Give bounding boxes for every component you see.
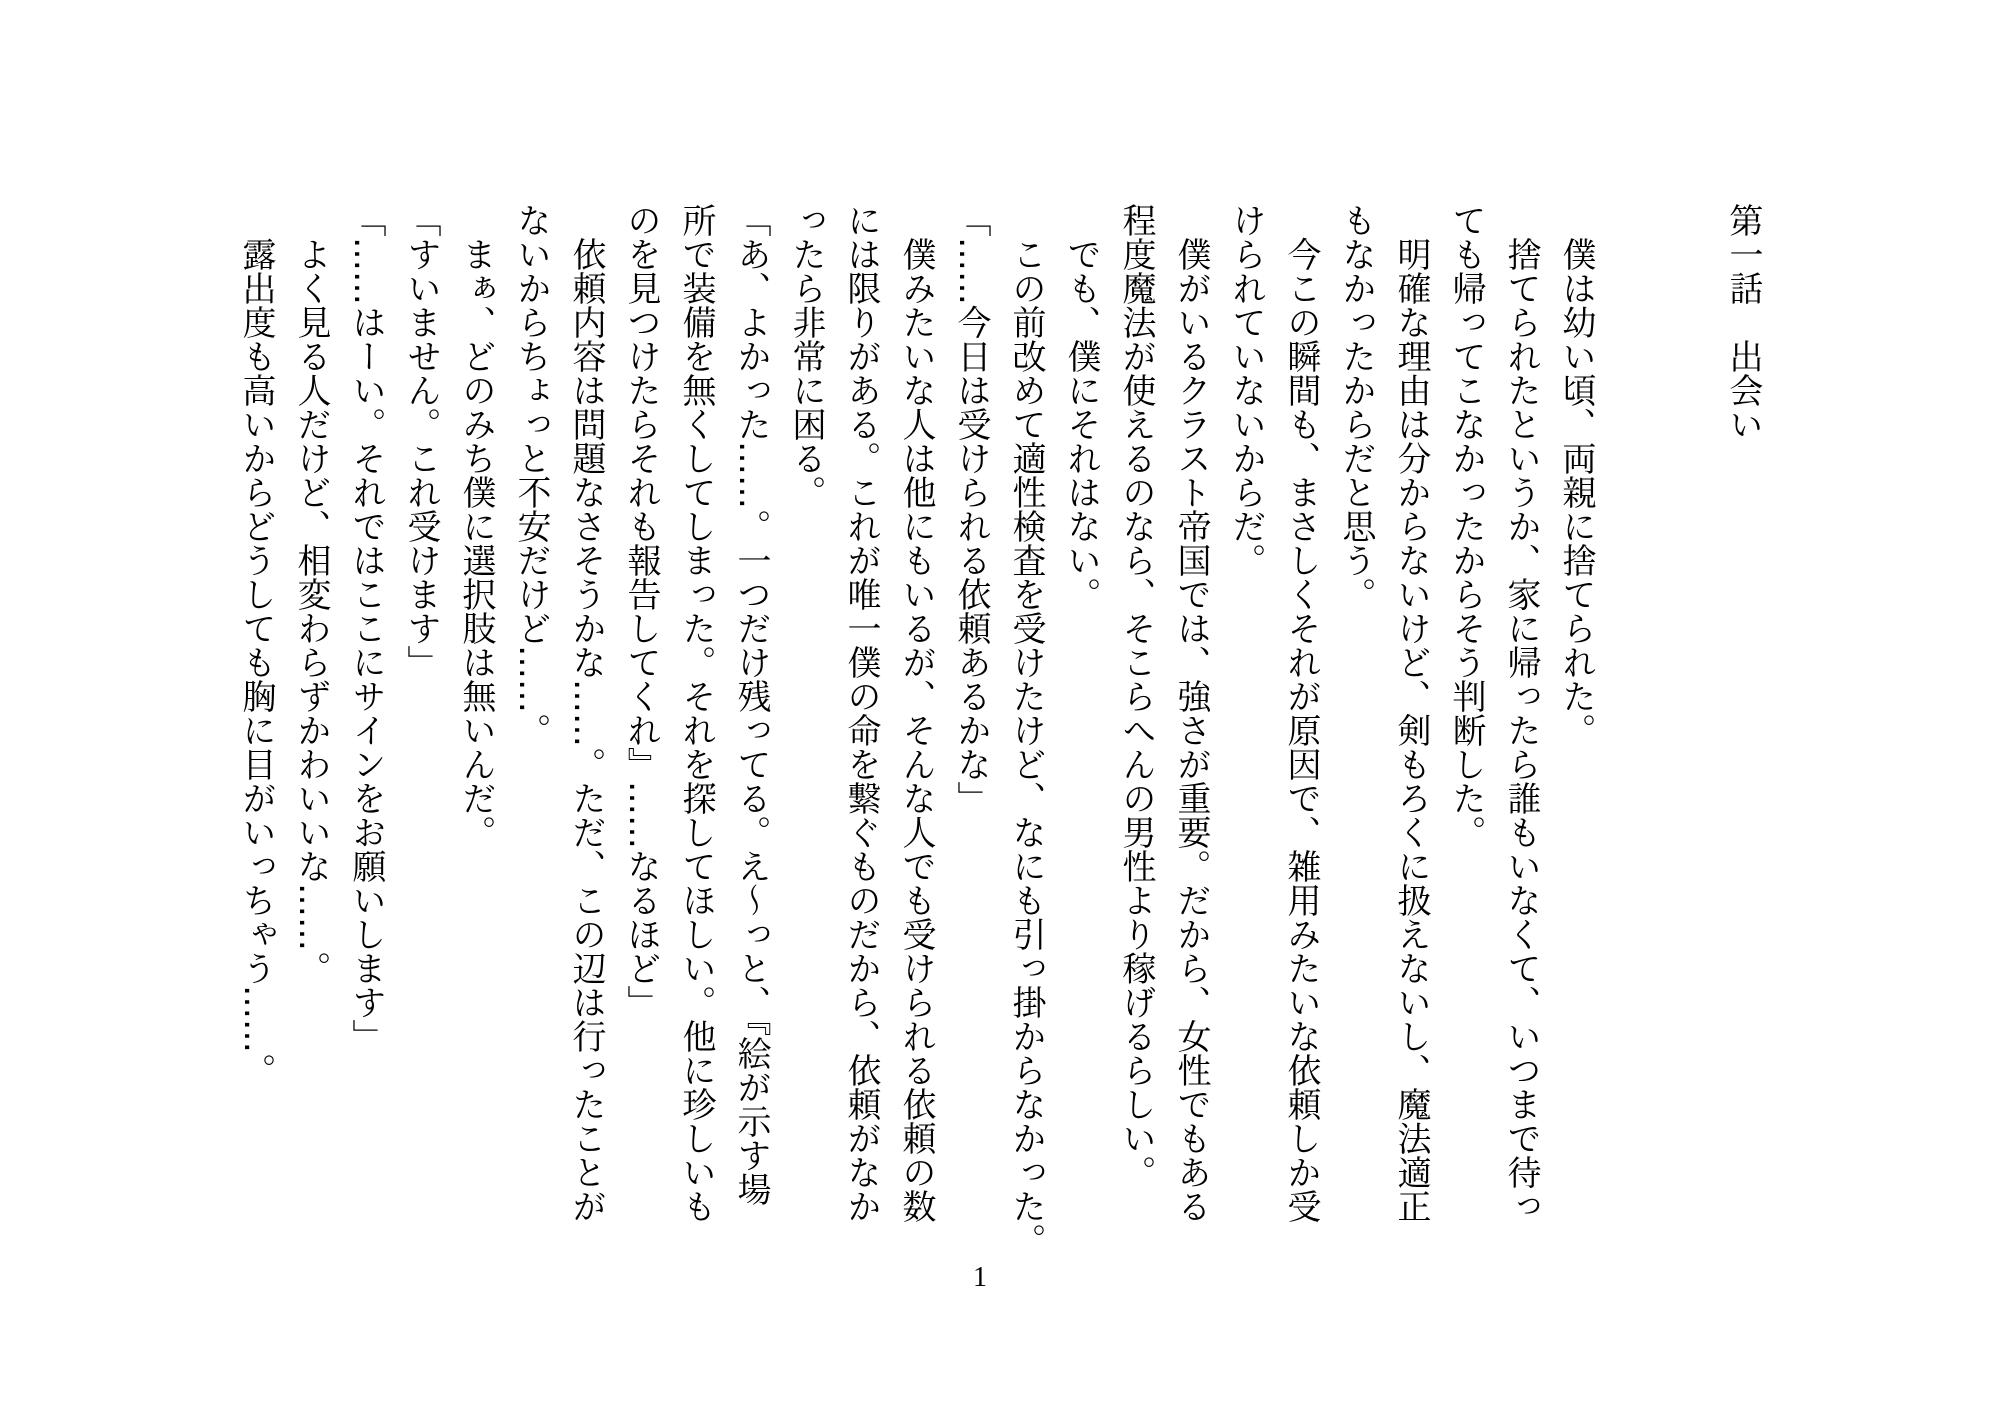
chapter-title: 第一話 出会い — [1723, 203, 1763, 441]
body-line: 今この瞬間も、まさしくそれが原因で、雑用みたいな依頼しか受 — [1281, 203, 1321, 1223]
body-line: 僕がいるクラスト帝国では、強さが重要。だから、女性でもある — [1171, 203, 1211, 1223]
body-line: この前改めて適性検査を受けたけど、なにも引っ掛からなかった。 — [1006, 203, 1046, 1257]
body-line: ないからちょっと不安だけど……。 — [511, 203, 551, 747]
body-line: まぁ、どのみち僕に選択肢は無いんだ。 — [456, 203, 496, 849]
body-line: 「……今日は受けられる依頼あるかな」 — [951, 203, 991, 815]
page-number: 1 — [973, 1262, 987, 1293]
body-line: もなかったからだと思う。 — [1336, 203, 1376, 611]
body-line: でも、僕にそれはない。 — [1061, 203, 1101, 611]
body-line: 僕みたいな人は他にもいるが、そんな人でも受けられる依頼の数 — [896, 203, 936, 1223]
body-line: 依頼内容は問題なさそうかな……。ただ、この辺は行ったことが — [566, 203, 606, 1223]
body-line: ても帰ってこなかったからそう判断した。 — [1446, 203, 1486, 849]
body-line: 明確な理由は分からないけど、剣もろくに扱えないし、魔法適正 — [1391, 203, 1431, 1223]
body-line: よく見る人だけど、相変わらずかわいいな……。 — [291, 203, 331, 985]
vertical-text-block — [228, 203, 1770, 1343]
body-line: ったら非常に困る。 — [786, 203, 826, 509]
body-line: 「あ、よかった……。一つだけ残ってる。え～っと、『絵が示す場 — [731, 203, 771, 1206]
body-line: けられていないからだ。 — [1226, 203, 1266, 577]
body-line: 捨てられたというか、家に帰ったら誰もいなくて、いつまで待っ — [1501, 203, 1541, 1223]
body-line: 所で装備を無くしてしまった。それを探してほしい。他に珍しいも — [676, 203, 716, 1223]
body-line: 「すいません。これ受けます」 — [401, 203, 441, 679]
body-line: 程度魔法が使えるのなら、そこらへんの男性より稼げるらしい。 — [1116, 203, 1156, 1189]
body-line: 僕は幼い頃、両親に捨てられた。 — [1556, 203, 1596, 747]
body-line: には限りがある。これが唯一僕の命を繋ぐものだから、依頼がなか — [841, 203, 881, 1223]
body-line: 露出度も高いからどうしても胸に目がいっちゃう……。 — [236, 203, 276, 1087]
body-line: 「……はーい。それではここにサインをお願いします」 — [346, 203, 386, 1053]
body-line: のを見つけたらそれも報告してくれ』……なるほど」 — [621, 203, 661, 1019]
